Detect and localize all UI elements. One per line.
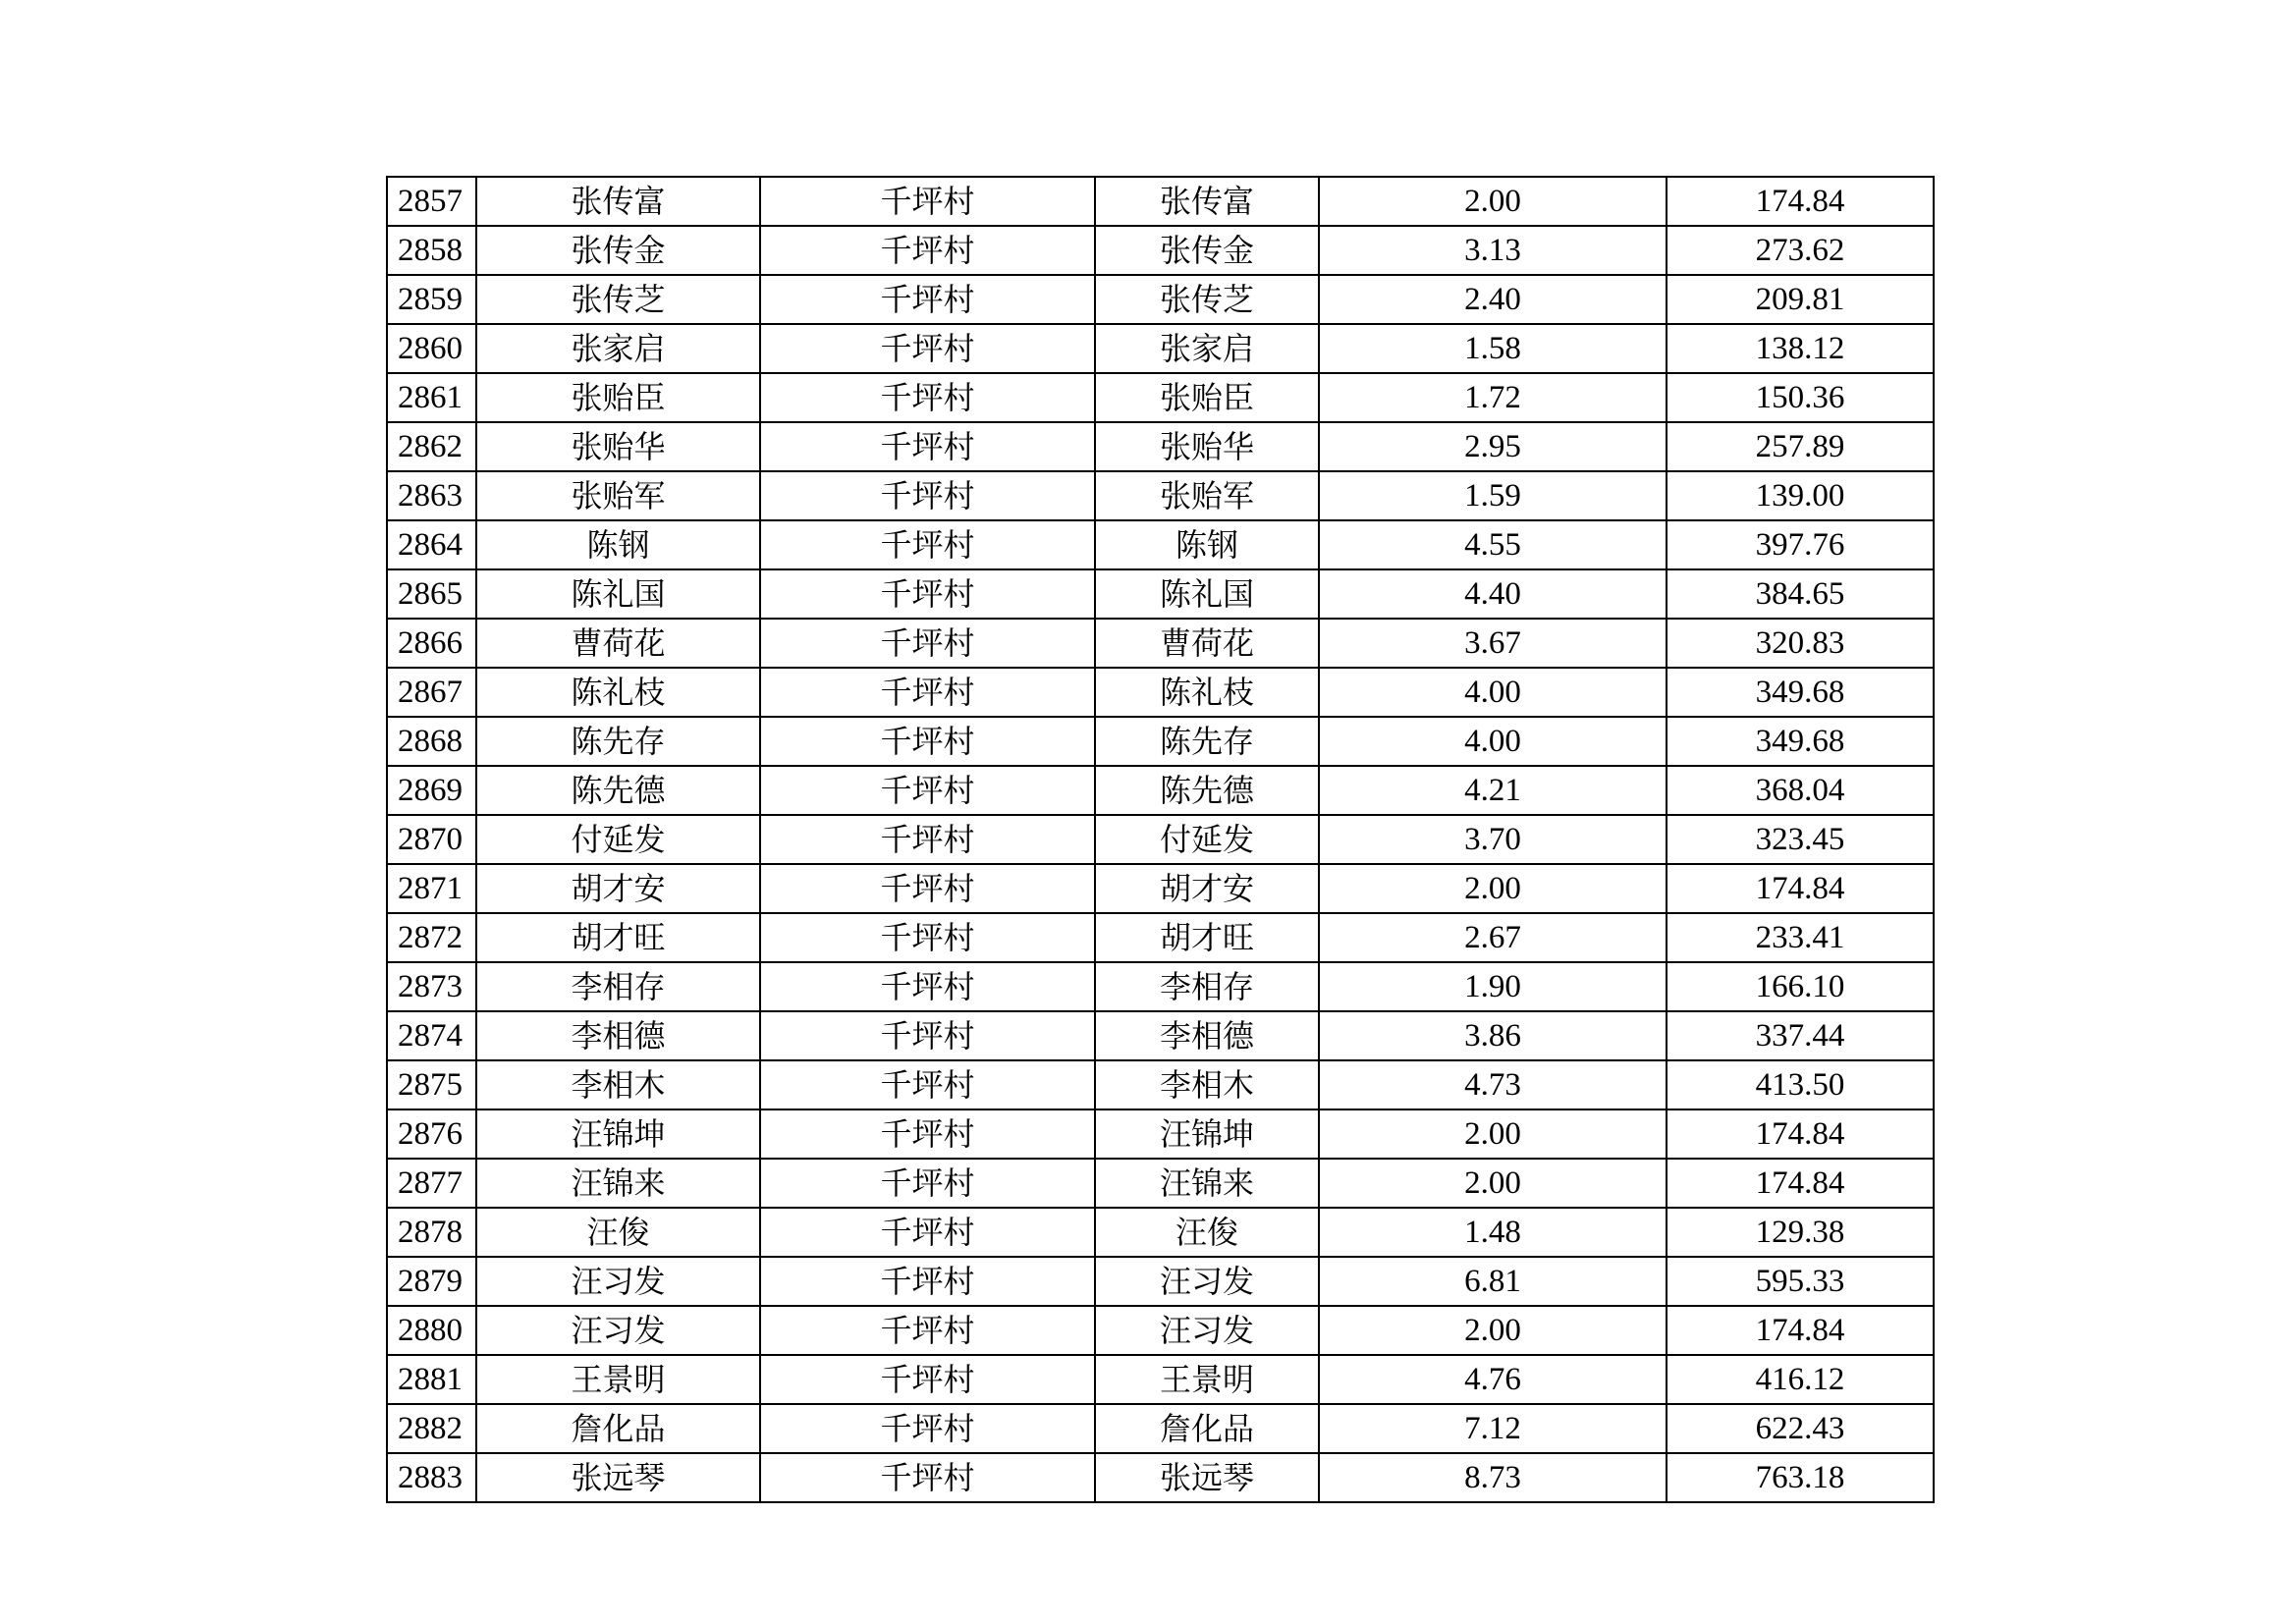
row-number-cell: 2859 bbox=[387, 275, 476, 324]
household-name-cell: 陈礼枝 bbox=[476, 668, 760, 717]
area-cell: 2.67 bbox=[1319, 913, 1667, 962]
area-cell: 1.58 bbox=[1319, 324, 1667, 373]
row-number-cell: 2873 bbox=[387, 962, 476, 1011]
row-number-cell: 2865 bbox=[387, 569, 476, 619]
village-cell: 千坪村 bbox=[760, 1159, 1095, 1208]
table-row bbox=[387, 619, 1934, 668]
payee-name-cell: 李相存 bbox=[1095, 962, 1319, 1011]
amount-cell: 763.18 bbox=[1667, 1453, 1934, 1502]
household-name-cell: 张贻军 bbox=[476, 471, 760, 520]
table-row bbox=[387, 1453, 1934, 1502]
village-cell: 千坪村 bbox=[760, 913, 1095, 962]
row-number-cell: 2866 bbox=[387, 619, 476, 668]
amount-cell: 273.62 bbox=[1667, 226, 1934, 275]
household-name-cell: 汪锦坤 bbox=[476, 1109, 760, 1159]
amount-cell: 174.84 bbox=[1667, 1306, 1934, 1355]
row-number-cell: 2861 bbox=[387, 373, 476, 422]
area-cell: 7.12 bbox=[1319, 1404, 1667, 1453]
table-row bbox=[387, 422, 1934, 471]
village-cell: 千坪村 bbox=[760, 324, 1095, 373]
household-name-cell: 陈钢 bbox=[476, 520, 760, 569]
area-cell: 4.76 bbox=[1319, 1355, 1667, 1404]
household-name-cell: 曹荷花 bbox=[476, 619, 760, 668]
amount-cell: 349.68 bbox=[1667, 668, 1934, 717]
household-name-cell: 汪俊 bbox=[476, 1208, 760, 1257]
amount-cell: 129.38 bbox=[1667, 1208, 1934, 1257]
amount-cell: 174.84 bbox=[1667, 864, 1934, 913]
row-number-cell: 2883 bbox=[387, 1453, 476, 1502]
payee-name-cell: 张家启 bbox=[1095, 324, 1319, 373]
household-name-cell: 陈先德 bbox=[476, 766, 760, 815]
area-cell: 3.13 bbox=[1319, 226, 1667, 275]
roster-table-body bbox=[387, 177, 1934, 1502]
payee-name-cell: 陈礼国 bbox=[1095, 569, 1319, 619]
household-name-cell: 张远琴 bbox=[476, 1453, 760, 1502]
table-row bbox=[387, 1060, 1934, 1109]
household-name-cell: 李相存 bbox=[476, 962, 760, 1011]
row-number-cell: 2871 bbox=[387, 864, 476, 913]
payee-name-cell: 张传金 bbox=[1095, 226, 1319, 275]
amount-cell: 595.33 bbox=[1667, 1257, 1934, 1306]
area-cell: 4.00 bbox=[1319, 668, 1667, 717]
payee-name-cell: 张远琴 bbox=[1095, 1453, 1319, 1502]
amount-cell: 166.10 bbox=[1667, 962, 1934, 1011]
amount-cell: 174.84 bbox=[1667, 1159, 1934, 1208]
table-row bbox=[387, 1355, 1934, 1404]
row-number-cell: 2877 bbox=[387, 1159, 476, 1208]
household-name-cell: 汪习发 bbox=[476, 1257, 760, 1306]
payee-name-cell: 胡才旺 bbox=[1095, 913, 1319, 962]
table-row bbox=[387, 668, 1934, 717]
row-number-cell: 2880 bbox=[387, 1306, 476, 1355]
payee-name-cell: 付延发 bbox=[1095, 815, 1319, 864]
amount-cell: 233.41 bbox=[1667, 913, 1934, 962]
area-cell: 8.73 bbox=[1319, 1453, 1667, 1502]
area-cell: 2.95 bbox=[1319, 422, 1667, 471]
row-number-cell: 2878 bbox=[387, 1208, 476, 1257]
village-cell: 千坪村 bbox=[760, 569, 1095, 619]
row-number-cell: 2879 bbox=[387, 1257, 476, 1306]
row-number-cell: 2860 bbox=[387, 324, 476, 373]
area-cell: 3.67 bbox=[1319, 619, 1667, 668]
village-cell: 千坪村 bbox=[760, 471, 1095, 520]
amount-cell: 150.36 bbox=[1667, 373, 1934, 422]
village-cell: 千坪村 bbox=[760, 962, 1095, 1011]
payee-name-cell: 陈先存 bbox=[1095, 717, 1319, 766]
village-cell: 千坪村 bbox=[760, 668, 1095, 717]
village-cell: 千坪村 bbox=[760, 1257, 1095, 1306]
village-cell: 千坪村 bbox=[760, 1109, 1095, 1159]
payee-name-cell: 陈钢 bbox=[1095, 520, 1319, 569]
table-row bbox=[387, 1208, 1934, 1257]
payee-name-cell: 陈礼枝 bbox=[1095, 668, 1319, 717]
household-name-cell: 张贻臣 bbox=[476, 373, 760, 422]
row-number-cell: 2862 bbox=[387, 422, 476, 471]
table-row bbox=[387, 226, 1934, 275]
area-cell: 2.00 bbox=[1319, 864, 1667, 913]
payee-name-cell: 李相德 bbox=[1095, 1011, 1319, 1060]
area-cell: 2.40 bbox=[1319, 275, 1667, 324]
roster-table bbox=[386, 176, 1935, 1503]
table-row bbox=[387, 324, 1934, 373]
amount-cell: 209.81 bbox=[1667, 275, 1934, 324]
amount-cell: 139.00 bbox=[1667, 471, 1934, 520]
area-cell: 1.72 bbox=[1319, 373, 1667, 422]
row-number-cell: 2870 bbox=[387, 815, 476, 864]
table-row bbox=[387, 717, 1934, 766]
payee-name-cell: 张贻华 bbox=[1095, 422, 1319, 471]
payee-name-cell: 张贻臣 bbox=[1095, 373, 1319, 422]
area-cell: 2.00 bbox=[1319, 1306, 1667, 1355]
village-cell: 千坪村 bbox=[760, 619, 1095, 668]
row-number-cell: 2881 bbox=[387, 1355, 476, 1404]
table-row bbox=[387, 864, 1934, 913]
row-number-cell: 2882 bbox=[387, 1404, 476, 1453]
amount-cell: 413.50 bbox=[1667, 1060, 1934, 1109]
amount-cell: 622.43 bbox=[1667, 1404, 1934, 1453]
area-cell: 4.40 bbox=[1319, 569, 1667, 619]
household-name-cell: 张家启 bbox=[476, 324, 760, 373]
household-name-cell: 胡才旺 bbox=[476, 913, 760, 962]
payee-name-cell: 汪习发 bbox=[1095, 1306, 1319, 1355]
household-name-cell: 汪习发 bbox=[476, 1306, 760, 1355]
household-name-cell: 王景明 bbox=[476, 1355, 760, 1404]
village-cell: 千坪村 bbox=[760, 1453, 1095, 1502]
village-cell: 千坪村 bbox=[760, 1404, 1095, 1453]
area-cell: 3.70 bbox=[1319, 815, 1667, 864]
table-row bbox=[387, 1011, 1934, 1060]
payee-name-cell: 汪锦坤 bbox=[1095, 1109, 1319, 1159]
area-cell: 4.21 bbox=[1319, 766, 1667, 815]
village-cell: 千坪村 bbox=[760, 766, 1095, 815]
amount-cell: 368.04 bbox=[1667, 766, 1934, 815]
area-cell: 1.59 bbox=[1319, 471, 1667, 520]
payee-name-cell: 王景明 bbox=[1095, 1355, 1319, 1404]
row-number-cell: 2868 bbox=[387, 717, 476, 766]
village-cell: 千坪村 bbox=[760, 717, 1095, 766]
village-cell: 千坪村 bbox=[760, 226, 1095, 275]
table-row bbox=[387, 471, 1934, 520]
table-row bbox=[387, 815, 1934, 864]
village-cell: 千坪村 bbox=[760, 373, 1095, 422]
row-number-cell: 2869 bbox=[387, 766, 476, 815]
household-name-cell: 陈先存 bbox=[476, 717, 760, 766]
table-row bbox=[387, 1306, 1934, 1355]
amount-cell: 323.45 bbox=[1667, 815, 1934, 864]
village-cell: 千坪村 bbox=[760, 1355, 1095, 1404]
table-row bbox=[387, 1404, 1934, 1453]
village-cell: 千坪村 bbox=[760, 1306, 1095, 1355]
village-cell: 千坪村 bbox=[760, 520, 1095, 569]
village-cell: 千坪村 bbox=[760, 1060, 1095, 1109]
row-number-cell: 2876 bbox=[387, 1109, 476, 1159]
row-number-cell: 2858 bbox=[387, 226, 476, 275]
household-name-cell: 陈礼国 bbox=[476, 569, 760, 619]
area-cell: 4.73 bbox=[1319, 1060, 1667, 1109]
area-cell: 6.81 bbox=[1319, 1257, 1667, 1306]
table-row bbox=[387, 1159, 1934, 1208]
row-number-cell: 2874 bbox=[387, 1011, 476, 1060]
village-cell: 千坪村 bbox=[760, 815, 1095, 864]
area-cell: 3.86 bbox=[1319, 1011, 1667, 1060]
payee-name-cell: 陈先德 bbox=[1095, 766, 1319, 815]
table-row bbox=[387, 373, 1934, 422]
household-name-cell: 李相木 bbox=[476, 1060, 760, 1109]
table-row bbox=[387, 766, 1934, 815]
table-row bbox=[387, 520, 1934, 569]
household-name-cell: 张传富 bbox=[476, 177, 760, 226]
village-cell: 千坪村 bbox=[760, 422, 1095, 471]
amount-cell: 416.12 bbox=[1667, 1355, 1934, 1404]
table-row bbox=[387, 962, 1934, 1011]
table-row bbox=[387, 1109, 1934, 1159]
payee-name-cell: 李相木 bbox=[1095, 1060, 1319, 1109]
area-cell: 2.00 bbox=[1319, 1159, 1667, 1208]
payee-name-cell: 张传芝 bbox=[1095, 275, 1319, 324]
amount-cell: 397.76 bbox=[1667, 520, 1934, 569]
area-cell: 1.90 bbox=[1319, 962, 1667, 1011]
household-name-cell: 张传芝 bbox=[476, 275, 760, 324]
village-cell: 千坪村 bbox=[760, 275, 1095, 324]
payee-name-cell: 汪俊 bbox=[1095, 1208, 1319, 1257]
household-name-cell: 李相德 bbox=[476, 1011, 760, 1060]
area-cell: 2.00 bbox=[1319, 177, 1667, 226]
table-row bbox=[387, 177, 1934, 226]
household-name-cell: 付延发 bbox=[476, 815, 760, 864]
village-cell: 千坪村 bbox=[760, 1208, 1095, 1257]
village-cell: 千坪村 bbox=[760, 177, 1095, 226]
area-cell: 2.00 bbox=[1319, 1109, 1667, 1159]
row-number-cell: 2863 bbox=[387, 471, 476, 520]
area-cell: 4.55 bbox=[1319, 520, 1667, 569]
amount-cell: 138.12 bbox=[1667, 324, 1934, 373]
table-row bbox=[387, 913, 1934, 962]
village-cell: 千坪村 bbox=[760, 1011, 1095, 1060]
amount-cell: 174.84 bbox=[1667, 1109, 1934, 1159]
household-name-cell: 胡才安 bbox=[476, 864, 760, 913]
amount-cell: 257.89 bbox=[1667, 422, 1934, 471]
row-number-cell: 2864 bbox=[387, 520, 476, 569]
amount-cell: 349.68 bbox=[1667, 717, 1934, 766]
amount-cell: 384.65 bbox=[1667, 569, 1934, 619]
table-row bbox=[387, 569, 1934, 619]
payee-name-cell: 胡才安 bbox=[1095, 864, 1319, 913]
row-number-cell: 2857 bbox=[387, 177, 476, 226]
household-name-cell: 张传金 bbox=[476, 226, 760, 275]
payee-name-cell: 张贻军 bbox=[1095, 471, 1319, 520]
payee-name-cell: 张传富 bbox=[1095, 177, 1319, 226]
payee-name-cell: 曹荷花 bbox=[1095, 619, 1319, 668]
payee-name-cell: 汪锦来 bbox=[1095, 1159, 1319, 1208]
amount-cell: 174.84 bbox=[1667, 177, 1934, 226]
payee-name-cell: 汪习发 bbox=[1095, 1257, 1319, 1306]
area-cell: 1.48 bbox=[1319, 1208, 1667, 1257]
area-cell: 4.00 bbox=[1319, 717, 1667, 766]
row-number-cell: 2872 bbox=[387, 913, 476, 962]
household-name-cell: 詹化品 bbox=[476, 1404, 760, 1453]
table-row bbox=[387, 1257, 1934, 1306]
household-name-cell: 汪锦来 bbox=[476, 1159, 760, 1208]
payee-name-cell: 詹化品 bbox=[1095, 1404, 1319, 1453]
table-row bbox=[387, 275, 1934, 324]
village-cell: 千坪村 bbox=[760, 864, 1095, 913]
amount-cell: 337.44 bbox=[1667, 1011, 1934, 1060]
row-number-cell: 2867 bbox=[387, 668, 476, 717]
household-name-cell: 张贻华 bbox=[476, 422, 760, 471]
row-number-cell: 2875 bbox=[387, 1060, 476, 1109]
amount-cell: 320.83 bbox=[1667, 619, 1934, 668]
